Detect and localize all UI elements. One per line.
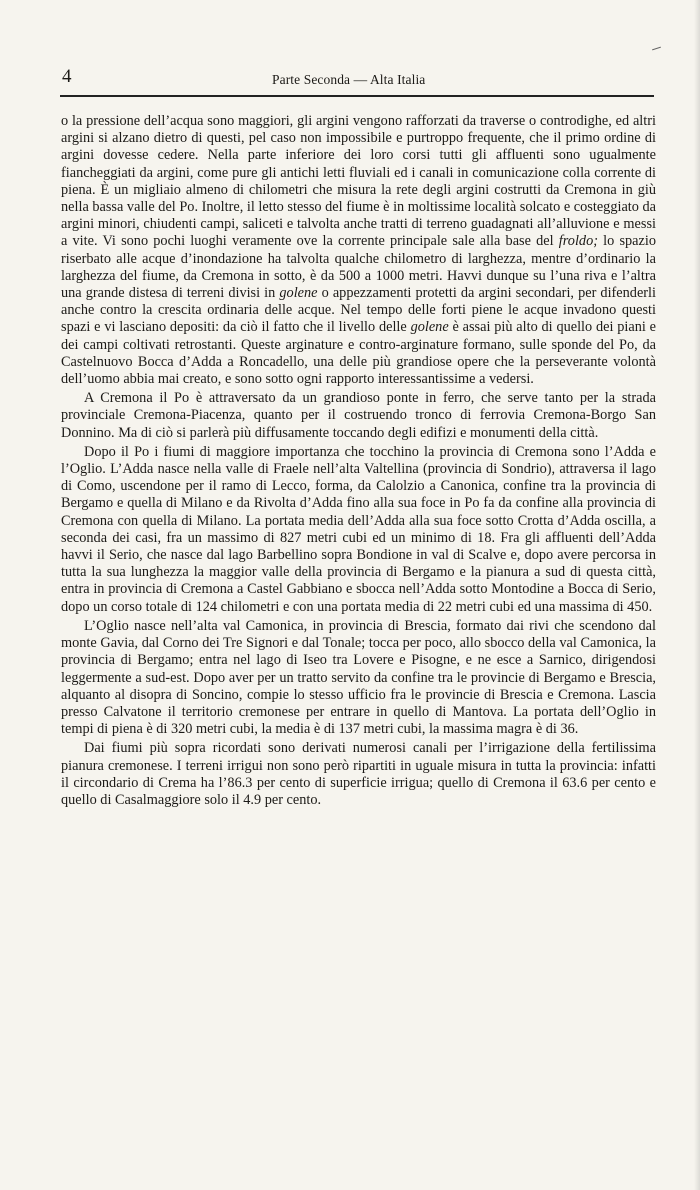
margin-mark: [652, 47, 661, 51]
text-run: Dopo il Po i fiumi di maggiore importanza che tocchino la provincia di Cremona sono l’Adda e l’Oglio. L’Adda nasce nella valle di Fraele nell’alta Valtellina (provincia di Sondrio), attraversa il lago di Como, uscendone per il ramo di Lecco, forma, da Calolzio a Canonica, confine tra la provincia di Bergamo e quella di Milano e da Rivolta d’Adda fino alla sua foce in Po fa da confine alla provincia di Cremona con quella di Milano. La portata media dell’Adda alla sua foce sotto Crotta d’Adda oscilla, a seconda dei casi, fra un massimo di 827 metri cubi ed un minimo di 18. Fra gli affluenti dell’Adda havvi il Serio, che nasce dal lago Barbellino sopra Bondione in val di Scalve e, dopo avere percorsa in tutta la sua lunghezza la maggior valle della provincia di Bergamo e la pianura a sud di questa città, entra in provincia di Cremona a Castel Gabbiano e sbocca nell’Adda sotto Montodine a Bocca di Serio, dopo un corso totale di 124 chilometri e con una portata media di 22 metri cubi ed una massima di 450.: [61, 443, 656, 615]
text-run: L’Oglio nasce nell’alta val Camonica, in provincia di Brescia, formato dai rivi che scendono dal monte Gavia, dal Corno dei Tre Signori e dal Tonale; tocca per poco, allo sbocco della val Camonica, la provincia di Bergamo; entra nel lago di Iseo tra Lovere e Pisogne, e ne esce a Sarnico, dirigendosi leggermente a sud-est. Dopo aver per un tratto servito da confine tra le provincie di Bergamo e Brescia, alquanto al disopra di Soncino, compie lo stesso ufficio fra le provincie di Brescia e Cremona. Lascia presso Calvatone il territorio cremonese per entrare in quello di Mantova. La portata dell’Oglio in tempi di piena è di 320 metri cubi, la media è di 137 metri cubi, la massima magra è di 36.: [61, 617, 656, 738]
text-run: A Cremona il Po è attraversato da un grandioso ponte in ferro, che serve tanto per la strada provinciale Cremona-Piacenza, quanto per il costruendo tronco di ferrovia Cremona-Borgo San Donnino. Ma di ciò si parlerà più diffusamente toccando degli edifizi e monumenti della città.: [61, 390, 656, 441]
text-run: lo spazio riserbato alle acque d’inondazione ha talvolta qualche chilometro di larghezza, mentre d’ordinario la larghezza del fiume, da Cremona in sotto, è da 500 a 1000 metri. Havvi dunque su l’una riva e l’altra una grande distesa di terreni divisi in: [61, 233, 656, 302]
italic-term: froldo;: [558, 233, 598, 250]
header-title: Parte Seconda — Alta Italia: [272, 72, 426, 87]
running-head: [62, 67, 652, 91]
italic-term: golene: [410, 319, 449, 336]
italic-term: golene: [279, 285, 318, 302]
header-rule: [60, 95, 654, 97]
page-number: 4: [62, 66, 72, 87]
page-edge-shadow: [694, 0, 700, 1190]
text-run: o la pressione dell’acqua sono maggiori, gli argini vengono rafforzati da traverse o controdighe, ed altri argini si alzano dietro di questi, pel caso non impossibile e purtroppo frequente, che il primo ordine di argini dovesse cedere. Nella parte inferiore dei loro corsi tutti gli affluenti sono ugualmente fiancheggiati da argini, come pure gli antichi letti fluviali ed i canali in comunicazione colla corrente di piena. È un migliaio almeno di chilometri che misura la rete degli argini costrutti da Cremona in giù nella bassa valle del Po. Inoltre, il letto stesso del fiume è in moltissime località solcato e costeggiato da argini minori, chiudenti campi, saliceti e talvolta anche tratti di terreno guadagnati all’alluvione e messi a vite. Vi sono pochi luoghi veramente ove la corrente principale sale alla base del: [61, 113, 656, 250]
paragraph: [61, 444, 656, 616]
body-text: [61, 113, 656, 809]
text-run: o appezzamenti protetti da argini secondari, per difenderli anche contro la crescita ordinaria delle acque. Nel tempo delle forti piene le acque invadono questi spazi e vi lasciano depositi: da ciò il fatto che il livello delle: [61, 285, 656, 336]
text-run: è assai più alto di quello dei piani e dei campi coltivati retrostanti. Queste arginature e contro-arginature formano, sulle sponde del Po, da Castelnuovo Bocca d’Adda a Roncadello, una delle più grandiose opere che la perseverante volontà dell’uomo abbia mai creato, e sono sotto ogni rapporto interessantissime a vedersi.: [61, 319, 656, 388]
paragraph: [61, 618, 656, 738]
paragraph: [61, 740, 656, 809]
text-run: Dai fiumi più sopra ricordati sono derivati numerosi canali per l’irrigazione della fertilissima pianura cremonese. I terreni irrigui non sono però ripartiti in uguale misura in tutta la provincia: infatti il circondario di Crema ha l’86.3 per cento di superficie irrigua; quello di Cremona il 63.6 per cento e quello di Casalmaggiore solo il 4.9 per cento.: [61, 740, 656, 808]
paragraph: [61, 390, 656, 442]
paragraph: [61, 113, 656, 388]
